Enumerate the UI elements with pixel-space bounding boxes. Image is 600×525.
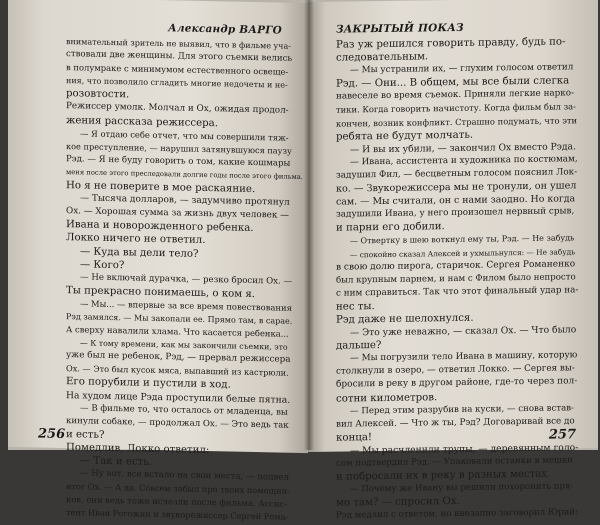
text-line: в свою долю пирога, старичок. Сергея Романенко — [336, 258, 576, 273]
left-running-head: Александр ВАРГО — [168, 22, 282, 37]
text-line: А сверху навалили хлама. Что касается ребенка... — [66, 324, 289, 339]
text-line: ков, они ведь тоже исчезли после фильма. Ассис- — [66, 494, 288, 509]
text-line: Раз уж решился говорить правду, будь по- — [336, 36, 566, 51]
right-page — [308, 0, 598, 522]
text-line: сом подтвердил Рэд. — Упаковали останки в мешки — [336, 455, 573, 469]
text-line: был крупным парнем, и нам с Филом было непросто — [336, 271, 576, 286]
text-line: тики. Когда говорить начистоту. Когда фильм был за- — [336, 101, 577, 116]
text-line: — И вы их убили, — закончил Ох вместо Рэда. — [350, 141, 576, 156]
text-line: Ивана и новорожденного ребенка. — [66, 219, 254, 235]
left-page — [8, 0, 308, 523]
text-line: внимательный зритель не выявил, что в фильме уча- — [66, 37, 291, 51]
text-line: Рэд даже не шелохнулся. — [336, 312, 474, 326]
text-line: в полумраке с минимумом естественного освеще- — [66, 62, 289, 77]
text-line: розовтости. — [66, 88, 130, 101]
text-line: Но я не поверите в мое раскаяние. — [66, 180, 256, 196]
text-line: Ох. — Хорошая сумма за жизнь двух человек — — [66, 206, 289, 221]
text-line: ко. — Звукорежиссера мы не тронули, он ушел — [336, 180, 577, 195]
text-line: Рэд. — Я не буду говорить о том, какие кошмары — [66, 153, 291, 169]
text-line: Помедлив, Локко ответил: — [66, 441, 210, 456]
book-gutter — [304, 0, 314, 450]
text-line: Ох. — Это был кусок мяса, выпавший из кастрюли. — [66, 363, 289, 379]
text-line: — Куда вы дели тело? — [80, 245, 199, 260]
text-line: итог Ох. — А да. Совсем забыл про твоих помощни- — [66, 481, 290, 496]
left-page-body — [66, 35, 303, 524]
text-line: кое преступление, — нарушил затянувшуюся паузу — [66, 140, 292, 156]
text-line: — Мы расчленили трупы, — деревянным голо- — [350, 442, 579, 457]
text-line: — Почему же Ивану вы решили похоронить пря- — [350, 481, 574, 495]
text-line: сотни километров. — [336, 391, 438, 405]
text-line: меня после этого преследовали долгие годы после этого фильма. — [66, 168, 303, 181]
left-page-number: 256 — [38, 426, 66, 443]
text-line: Рэд медлил с ответом, но внезапно заговорил Юрий: — [336, 507, 579, 522]
text-line: — В фильме то, что осталось от младенца, вы — [80, 402, 288, 418]
text-line: навеселе во время съемок. Приняли легкие нарко- — [336, 88, 575, 103]
text-line: ствовали две женщины. Для этого съемки велись — [66, 49, 293, 64]
text-line: — Ивана, ассистента и художника по костюмам, — [350, 154, 578, 168]
right-page-body — [336, 35, 578, 523]
text-line: На худом лице Рэда проступили белые пятна. — [66, 389, 291, 406]
text-line: — Мы погрузили тело Ивана в машину, которую — [350, 350, 578, 364]
text-line: задушили Ивана, у него произошел нервный срыв, — [336, 206, 575, 220]
text-line: задушил Фил, — бесцветным голосом пояснил Лок- — [336, 167, 578, 181]
text-line: столкнули в озеро, — ответил Локко. — Сергея вы- — [336, 363, 575, 377]
text-line: и есть? — [66, 428, 105, 441]
text-line: — Перед этим разрубив на куски, — снова встав- — [350, 402, 574, 417]
right-running-head: ЗАКРЫТЫЙ ПОКАЗ — [336, 21, 464, 36]
text-line: — Кого? — [80, 258, 125, 271]
text-line: Рэд замялся. — Мы закопали ее. Прямо там, в сарае. — [66, 312, 293, 326]
text-line: Локко ничего не ответил. — [66, 232, 206, 247]
text-line: ребята не будут молчать. — [336, 129, 474, 143]
text-line: следовательным. — [336, 51, 429, 64]
text-line: — Это уже неважно, — сказал Ох. — Что было — [350, 324, 577, 339]
text-line: дальше? — [336, 340, 382, 352]
text-line: — Мы... — впервые за все время повествования — [80, 298, 292, 313]
text-line: — спокойно сказал Алексей и ухмыльнулся: — Не забудь — [350, 246, 576, 259]
text-line: уже был не ребенок, Рэд, — прервал режиссера — [66, 350, 291, 366]
text-line: жения рассказа режиссера. — [66, 114, 218, 129]
text-line: и парни его добили. — [336, 221, 445, 234]
text-line: — Не включай дурачка, — резко бросил Ох. — — [80, 272, 293, 287]
text-line: нес ты. — [336, 300, 375, 313]
text-line: тент Иван Рогожин и звукорежиссер Сергей Рома- — [66, 507, 289, 523]
text-line: вил Алексей. — Что ж ты, Рэд? Договаривай все до — [336, 416, 575, 430]
text-line: — Так и есть. — [80, 455, 153, 468]
text-line: Режиссер умолк. Молчал и Ох, ожидая продол- — [66, 101, 289, 117]
text-line: кончен, возник конфликт. Страшно подумать, что эти — [336, 114, 578, 129]
text-line: бросили в реку в другом районе, где-то через пол- — [336, 376, 578, 391]
text-line: — Ну вот, все встало на свои места, — подвел — [80, 468, 289, 483]
open-book — [8, 0, 598, 523]
text-line: кинули собаке, — продолжал Ох. — Это ведь так — [66, 415, 289, 431]
right-page-number: 257 — [548, 427, 576, 443]
text-line: Рэд. — Они... В общем, мы все были слегка — [336, 75, 570, 90]
text-line: — Отвертку в шею воткнул ему ты, Рэд. — Не забудь — [350, 233, 575, 246]
text-line: — Мы устранили их, — глухим голосом ответил — [350, 62, 574, 76]
text-line: сам. — Мы считали, он с нами заодно. Но когда — [336, 193, 576, 208]
text-line: мо там? — спросил Ох. — [336, 496, 460, 509]
text-line: — Тысяча долларов, — задумчиво протянул — [80, 193, 290, 208]
text-line: Ты прекрасно понимаешь, о ком я. — [66, 284, 256, 300]
text-line: с ним справиться. Так что этот финальный удар на- — [336, 285, 579, 299]
text-line: ния, что позволило сгладить многие недочеты и не- — [66, 76, 288, 90]
text-line: — Я отдаю себе отчет, что мы совершили тяж- — [80, 128, 289, 143]
text-line: — К тому времени, как мы закончили съемки, это — [80, 338, 288, 352]
text-line: и побросали их в реку в разных местах. — [336, 468, 551, 483]
text-line: конца! — [336, 431, 373, 444]
text-line: Его порубили и пустили в ход. — [66, 376, 231, 391]
